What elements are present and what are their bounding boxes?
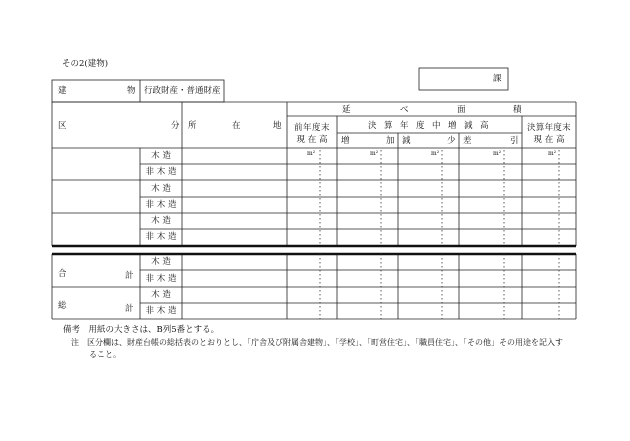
gokei-label-left: 合 bbox=[58, 269, 67, 279]
row-label-soukei-mokuzo: 木 造 bbox=[151, 290, 171, 300]
zouka-header-right: 加 bbox=[386, 136, 395, 146]
unit-gensho: m² bbox=[431, 150, 440, 157]
ka-label: 課 bbox=[493, 74, 502, 84]
zougen-header-7: 減 bbox=[464, 121, 473, 131]
row-label-himokuzo-1: 非 木 造 bbox=[145, 167, 177, 177]
page-heading: その2(建物) bbox=[62, 59, 109, 69]
soukei-label-left: 総 bbox=[58, 301, 67, 311]
row-label-mokuzo-3: 木 造 bbox=[151, 216, 171, 226]
zougen-header-8: 高 bbox=[480, 121, 489, 131]
tatemono-label-left: 建 bbox=[58, 86, 67, 96]
row-label-gokei-himokuzo: 非 木 造 bbox=[145, 274, 177, 284]
unit-zouka: m² bbox=[370, 150, 379, 157]
gokei-label-right: 計 bbox=[125, 271, 134, 281]
nobe-header-3: 面 bbox=[457, 105, 466, 115]
note-biko: 備考 用紙の大きさは、B列5番とする。 bbox=[63, 325, 220, 335]
zougen-header-5: 中 bbox=[432, 121, 441, 131]
gensho-header-left: 減 bbox=[402, 136, 411, 146]
kessan-matsu-header-line1: 決算年度末 bbox=[526, 123, 571, 133]
note-chu-line2: ること。 bbox=[89, 350, 121, 359]
zougen-header-1: 決 bbox=[368, 121, 377, 131]
unit-zennendo: m² bbox=[307, 150, 316, 157]
shozaichi-header-2: 在 bbox=[232, 121, 241, 131]
zougen-header-4: 度 bbox=[416, 121, 425, 131]
tatemono-value: 行政財産・普通財産 bbox=[144, 86, 221, 96]
nobe-header-4: 積 bbox=[513, 105, 522, 115]
unit-sahiki: m² bbox=[493, 150, 502, 157]
nobe-header-2: べ bbox=[400, 105, 409, 115]
row-label-mokuzo-2: 木 造 bbox=[151, 184, 171, 194]
shozaichi-header-3: 地 bbox=[273, 121, 282, 131]
tatemono-label-right: 物 bbox=[127, 86, 136, 96]
row-label-gokei-mokuzo: 木 造 bbox=[151, 257, 171, 267]
nobe-header-1: 延 bbox=[342, 105, 351, 115]
unit-kessan-matsu: m² bbox=[548, 150, 557, 157]
zougen-header-6: 増 bbox=[448, 121, 457, 131]
gensho-header-right: 少 bbox=[447, 136, 456, 146]
zouka-header-left: 増 bbox=[341, 136, 350, 146]
note-chu-line1: 注 区分欄は、財産台帳の総括表のとおりとし、「庁舎及び附属舎建物」、「学校」、「町営住宅」、「職員住宅」、「その他」その用途を記入す bbox=[71, 338, 563, 347]
row-label-himokuzo-2: 非 木 造 bbox=[145, 200, 177, 210]
shozaichi-header-1: 所 bbox=[188, 121, 197, 131]
zougen-header-3: 年 bbox=[400, 121, 409, 131]
row-label-soukei-himokuzo: 非 木 造 bbox=[145, 306, 177, 316]
sahiki-header-left: 差 bbox=[463, 136, 472, 146]
soukei-label-right: 計 bbox=[125, 304, 134, 314]
zennendo-header-line1: 前年度末 bbox=[293, 123, 330, 133]
row-label-himokuzo-3: 非 木 造 bbox=[145, 232, 177, 242]
kubun-header-left: 区 bbox=[58, 121, 67, 131]
sahiki-header-right: 引 bbox=[510, 136, 519, 146]
kessan-matsu-header-line2: 現 在 高 bbox=[533, 135, 565, 145]
kubun-header-right: 分 bbox=[171, 121, 180, 131]
row-label-mokuzo-1: 木 造 bbox=[151, 151, 171, 161]
zennendo-header-line2: 現 在 高 bbox=[296, 135, 328, 145]
zougen-header-2: 算 bbox=[384, 121, 393, 131]
